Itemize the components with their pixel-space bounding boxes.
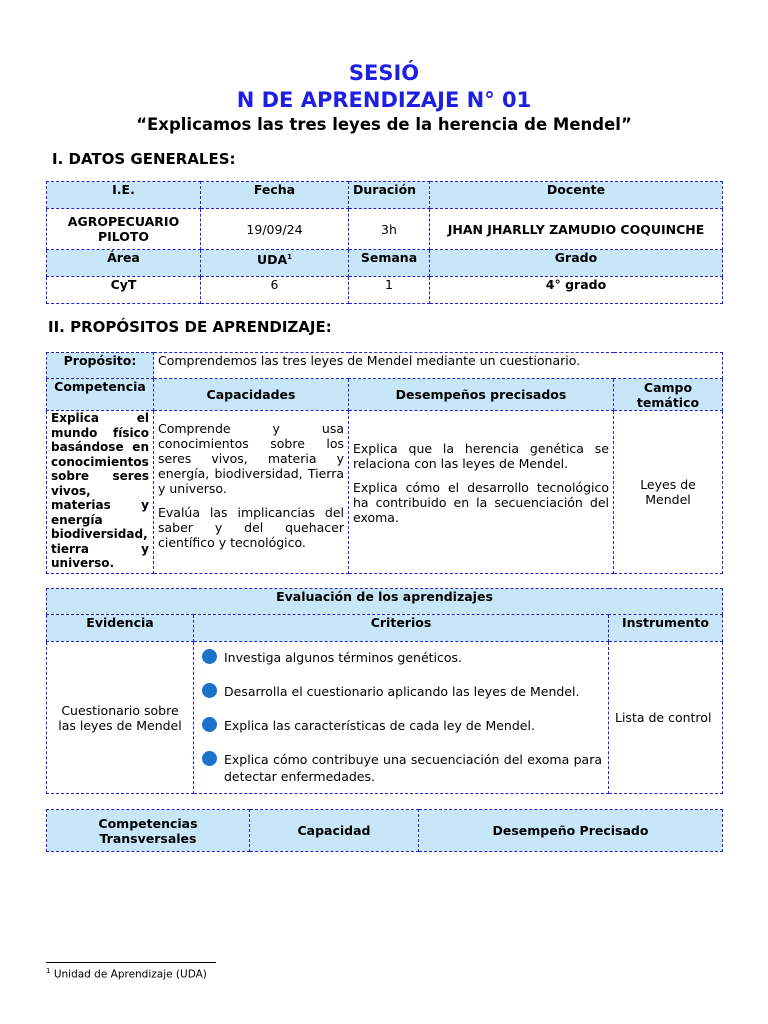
propositos-table — [46, 352, 723, 574]
criterio-text: Explica cómo contribuye una secuenciación del exoma para detectar enfermedades. — [224, 752, 602, 784]
header-uda-label: UDA — [256, 252, 288, 268]
desempeno-item: Explica cómo el desarrollo tecnológico ha contribuido en la secuenciación del exoma. — [353, 480, 609, 525]
capacidad-item: Comprende y usa conocimientos sobre los seres vivos, materia y energía, biodiversidad, Tierra y universo. — [158, 421, 344, 496]
proposito-text: Comprendemos las tres leyes de Mendel mediante un cuestionario. — [154, 353, 723, 379]
header-area: Área — [47, 250, 201, 277]
bullet-icon — [202, 649, 217, 664]
datos-generales-table — [46, 181, 723, 304]
header-ie: I.E. — [47, 182, 201, 209]
value-grado: 4° grado — [430, 277, 723, 304]
footnote-ref: 1 — [287, 253, 293, 261]
header-capacidades: Capacidades — [154, 379, 349, 411]
footnote — [46, 964, 207, 982]
header-capacidad: Capacidad — [250, 810, 419, 852]
header-criterios: Criterios — [194, 615, 609, 642]
criterio-text: Explica las características de cada ley de Mendel. — [224, 718, 535, 733]
header-desempenos: Desempeños precisados — [349, 379, 614, 411]
value-duracion: 3h — [349, 209, 430, 250]
evaluacion-title: Evaluación de los aprendizajes — [47, 589, 723, 615]
footnote-mark: 1 — [46, 967, 51, 975]
value-uda: 6 — [201, 277, 349, 304]
bullet-icon — [202, 683, 217, 698]
footnote-text: Unidad de Aprendizaje (UDA) — [53, 968, 207, 981]
header-uda — [201, 250, 349, 277]
header-desempeno-precisado: Desempeño Precisado — [419, 810, 723, 852]
page-title-line2: N DE APRENDIZAJE N° 01 — [236, 88, 532, 112]
evidencia-value: Cuestionario sobre las leyes de Mendel — [47, 642, 194, 794]
header-semana: Semana — [349, 250, 430, 277]
section-heading-propositos: II. PROPÓSITOS DE APRENDIZAJE: — [48, 318, 332, 336]
evaluacion-table — [46, 588, 723, 794]
footnote-separator — [46, 962, 216, 963]
header-duracion: Duración — [349, 182, 430, 209]
header-fecha: Fecha — [201, 182, 349, 209]
criterio-text: Desarrolla el cuestionario aplicando las leyes de Mendel. — [224, 684, 580, 699]
campo-tematico-value: Leyes de Mendel — [614, 411, 723, 574]
header-docente: Docente — [430, 182, 723, 209]
value-semana: 1 — [349, 277, 430, 304]
header-campo-tematico: Campo temático — [614, 379, 723, 411]
header-instrumento: Instrumento — [609, 615, 723, 642]
header-grado: Grado — [430, 250, 723, 277]
criterio-text: Investiga algunos términos genéticos. — [224, 650, 463, 665]
header-evidencia: Evidencia — [47, 615, 194, 642]
desempeno-item: Explica que la herencia genética se relaciona con las leyes de Mendel. — [353, 441, 609, 471]
bullet-icon — [202, 717, 217, 732]
page-subtitle: “Explicamos las tres leyes de la herencia de Mendel” — [136, 115, 632, 134]
page-title-line1: SESIÓ — [348, 61, 420, 85]
criterio-item — [202, 683, 602, 700]
section-heading-datos-generales: I. DATOS GENERALES: — [52, 150, 236, 168]
value-fecha: 19/09/24 — [201, 209, 349, 250]
competencia-text: Explica el mundo físico basándose en conocimientos sobre seres vivos, materias y energía biodiversidad, tierra y universo. — [47, 411, 154, 574]
criterio-item — [202, 649, 602, 666]
bullet-icon — [202, 751, 217, 766]
value-ie: AGROPECUARIO PILOTO — [47, 209, 201, 250]
criterios-cell — [194, 642, 609, 794]
desempenos-cell — [349, 411, 614, 574]
transversales-table — [46, 809, 723, 852]
criterio-item — [202, 751, 602, 785]
header-competencias-transversales: Competencias Transversales — [47, 810, 250, 852]
instrumento-value: Lista de control — [609, 642, 723, 794]
value-area: CyT — [47, 277, 201, 304]
criterio-item — [202, 717, 602, 734]
value-docente: JHAN JHARLLY ZAMUDIO COQUINCHE — [430, 209, 723, 250]
header-competencia: Competencia — [47, 379, 154, 411]
capacidad-item: Evalúa las implicancias del saber y del quehacer científico y tecnológico. — [158, 505, 344, 550]
capacidades-cell — [154, 411, 349, 574]
proposito-label: Propósito: — [47, 353, 154, 379]
